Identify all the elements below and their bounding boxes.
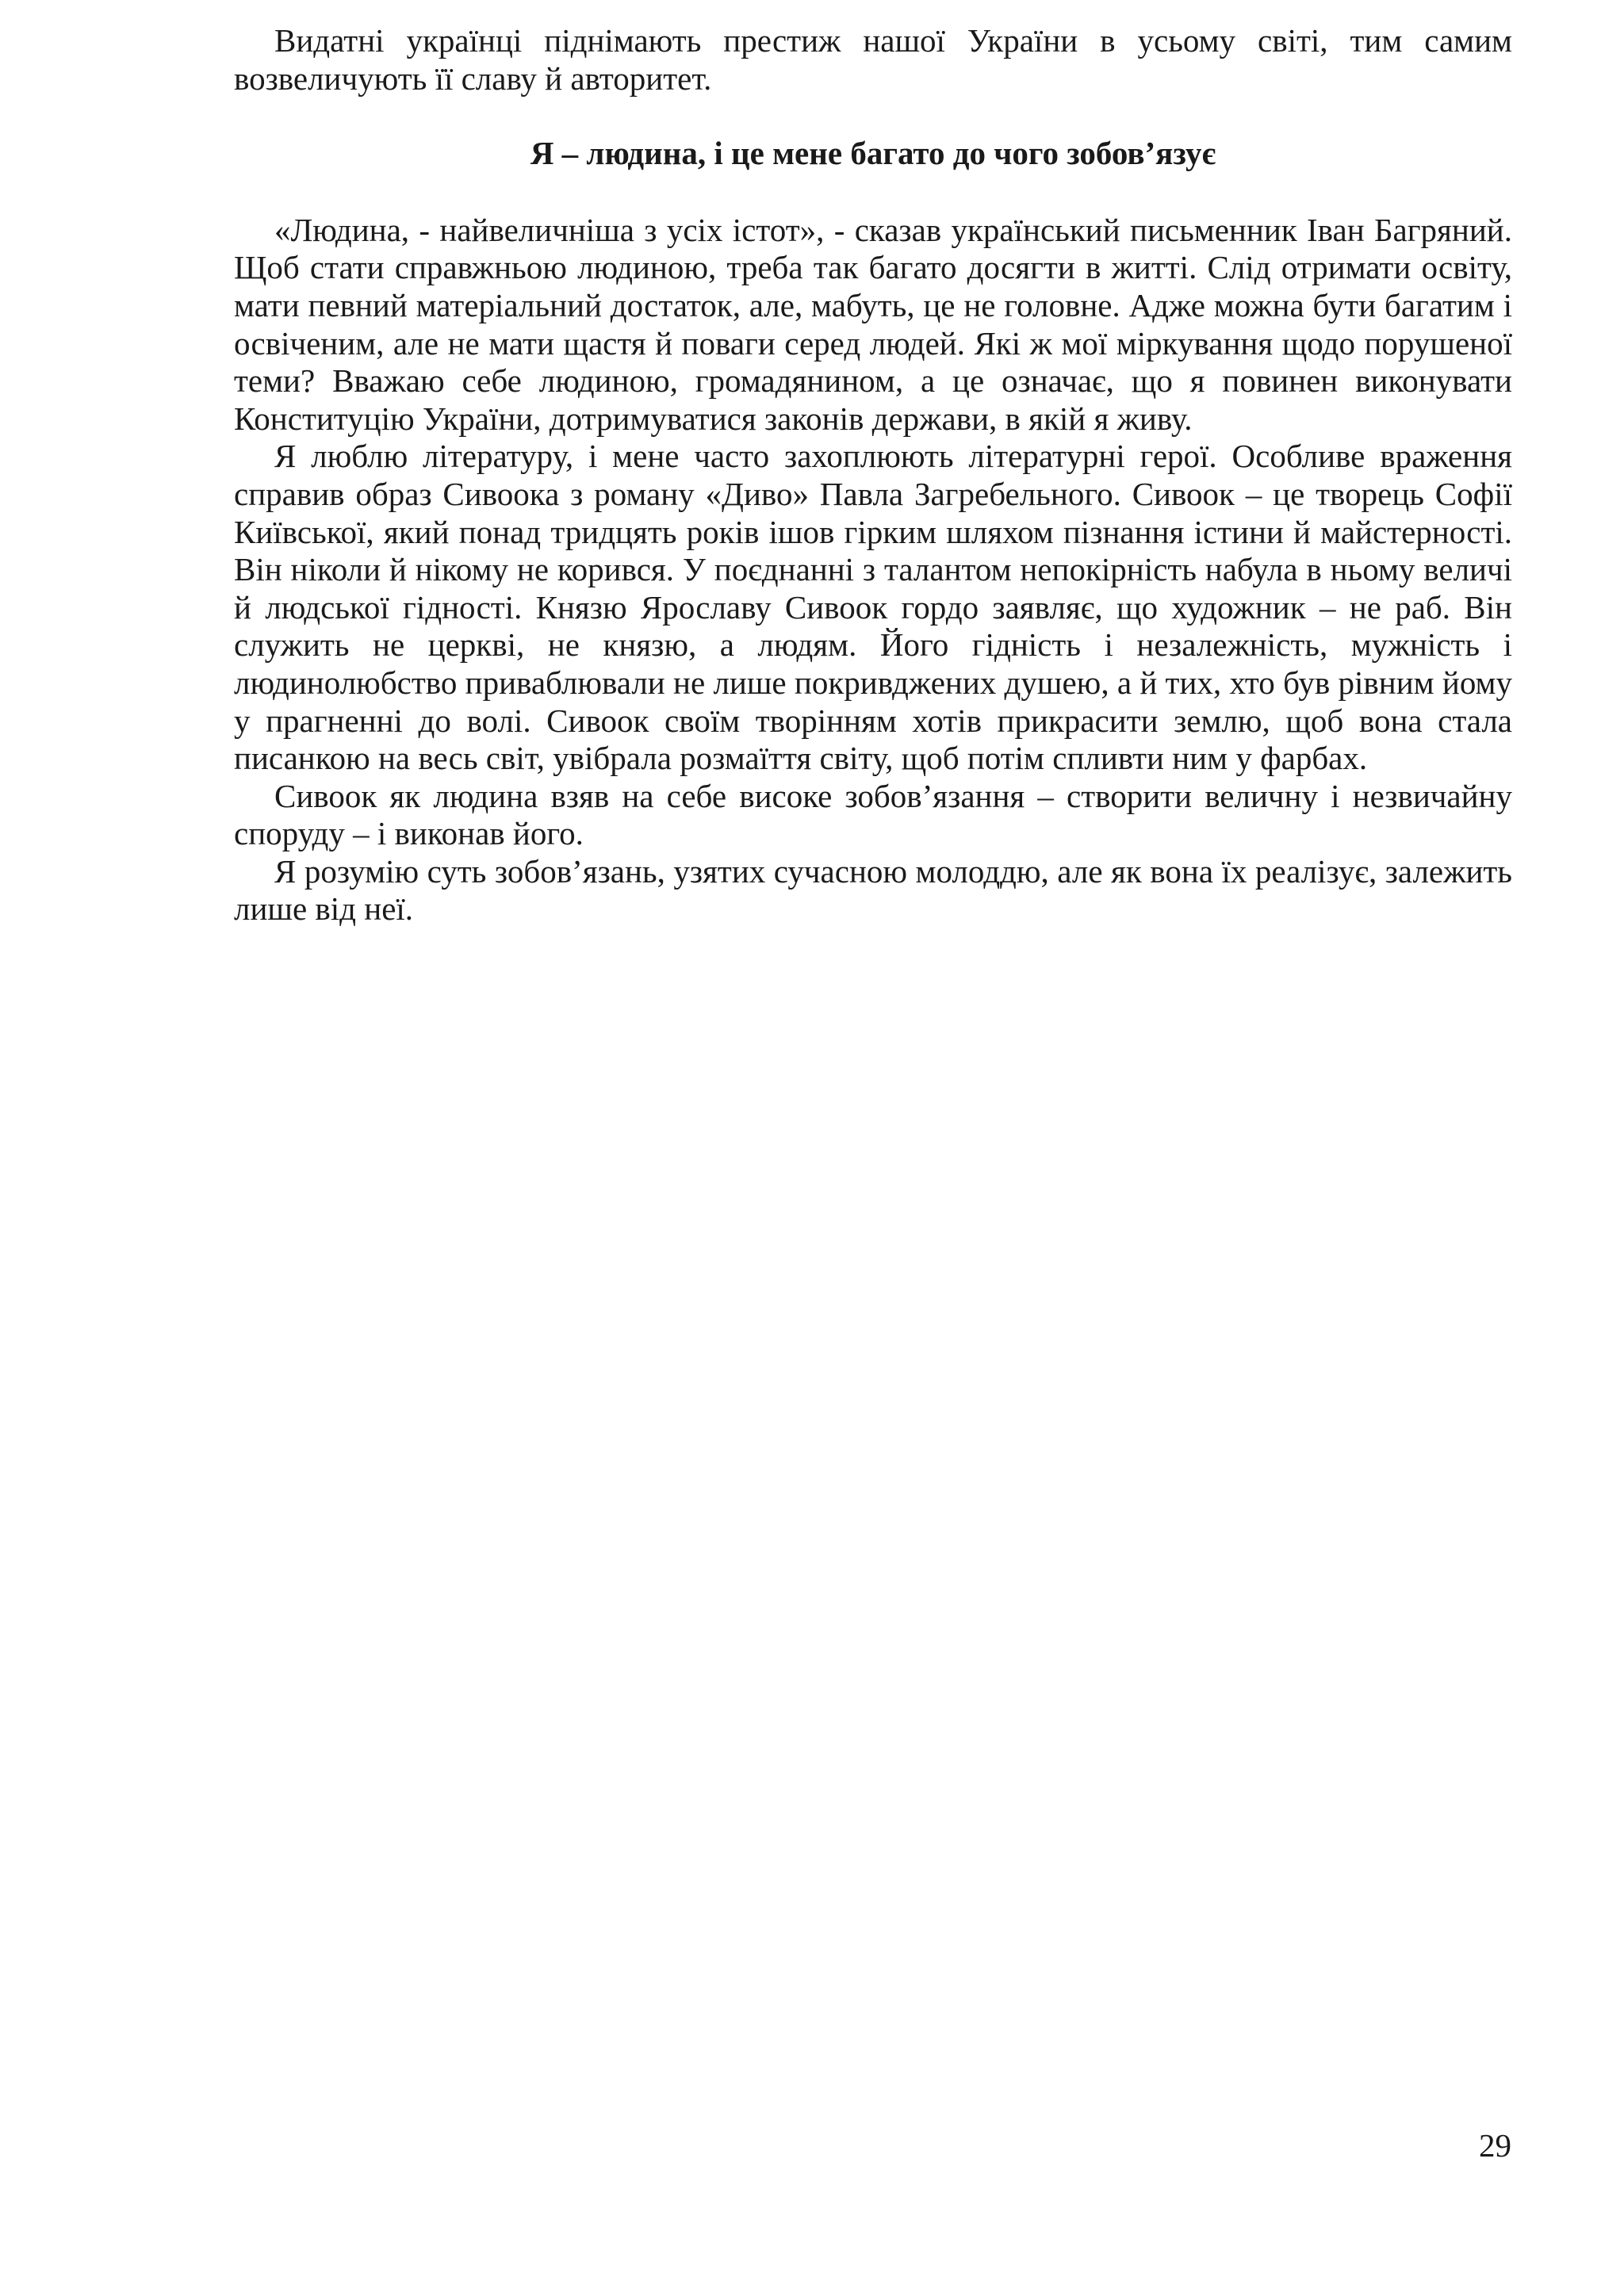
intro-paragraph: Видатні українці піднімають престиж нашої України в усьому світі, тим самим возвеличують її славу й авторитет.: [234, 22, 1512, 97]
paragraph-2: Я люблю літературу, і мене часто захоплюють літературні герої. Особливе враження справив образ Сивоока з роману «Диво» Павла Загребельного. Сивоок – це творець Софії Київської, який понад тридцять років ішов гірким шляхом пізнання істини й майстерності. Він ніколи й нікому не корився. У поєднанні з талантом непокірність набула в ньому величі й людської гідності. Князю Ярославу Сивоок гордо заявляє, що художник – не раб. Він служить не церкві, не князю, а людям. Його гідність і незалежність, мужність і людинолюбство приваблювали не лише покривджених душею, а й тих, хто був рівним йому у прагненні до волі. Сивоок своїм творінням хотів прикрасити землю, щоб вона стала писанкою на весь світ, увібрала розмаїття світу, щоб потім спливти ним у фарбах.: [234, 438, 1512, 777]
essay-heading: [234, 135, 1512, 173]
page-number: 29: [1479, 2127, 1511, 2164]
paragraph-4: Я розумію суть зобов’язань, узятих сучасною молоддю, але як вона їх реалізує, залежить лише від неї.: [234, 852, 1512, 928]
essay-title: Я – людина, і це мене багато до чого зобов’язує: [530, 135, 1216, 172]
document-body: [234, 22, 1512, 928]
paragraph-1: «Людина, - найвеличніша з усіх істот», - сказав український письменник Іван Багряний. Щоб стати справжньою людиною, треба так багато досягти в житті. Слід отримати освіту, мати певний матеріальний достаток, але, мабуть, це не головне. Адже можна бути багатим і освіченим, але не мати щастя й поваги серед людей. Які ж мої міркування щодо порушеної теми? Вважаю себе людиною, громадянином, а це означає, що я повинен виконувати Конституцію України, дотримуватися законів держави, в якій я живу.: [234, 211, 1512, 437]
paragraph-3: Сивоок як людина взяв на себе високе зобов’язання – створити величну і незвичайну споруду – і виконав його.: [234, 777, 1512, 852]
